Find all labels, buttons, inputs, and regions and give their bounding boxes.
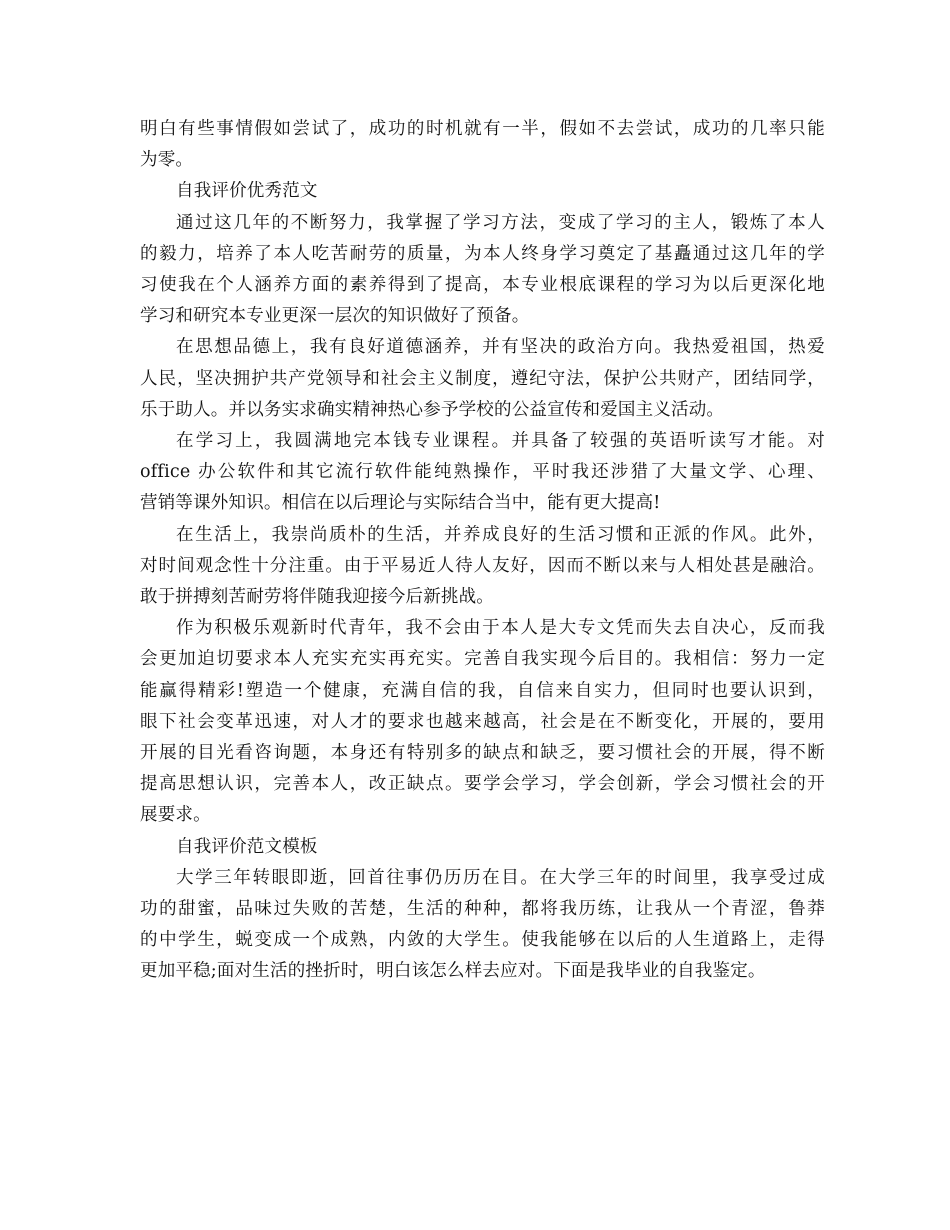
heading-text: 自我评价优秀范文 <box>176 181 318 202</box>
paragraph-line: 在生活上，我崇尚质朴的生活，并养成良好的生活习惯和正派的作风。此外， <box>176 524 825 545</box>
section-heading <box>140 176 825 207</box>
body-paragraph <box>140 520 825 614</box>
section-heading <box>140 832 825 863</box>
paragraph-line: 习使我在个人涵养方面的素养得到了提高，本专业根底课程的学习为以后更深化地 <box>140 275 825 296</box>
paragraph-line: 提高思想认识，完善本人，改正缺点。要学会学习，学会创新，学会习惯社会的开 <box>140 774 825 795</box>
body-paragraph <box>140 613 825 831</box>
paragraph-line: 明白有些事情假如尝试了，成功的时机就有一半，假如不去尝试，成功的几率只能 <box>140 119 825 139</box>
paragraph-line: 敢于拼搏刻苦耐劳将伴随我迎接今后新挑战。 <box>140 587 494 608</box>
paragraph-line: 通过这几年的不断努力，我掌握了学习方法，变成了学习的主人，锻炼了本人 <box>176 212 825 233</box>
heading-text: 自我评价范文模板 <box>176 836 318 857</box>
paragraph-line: 的中学生，蜕变成一个成熟，内敛的大学生。使我能够在以后的人生道路上，走得 <box>140 930 825 951</box>
paragraph-line: office 办公软件和其它流行软件能纯熟操作，平时我还涉猎了大量文学、心理、 <box>140 462 825 483</box>
paragraph-line: 营销等课外知识。相信在以后理论与实际结合当中，能有更大提高! <box>140 493 661 514</box>
body-paragraph <box>140 208 825 333</box>
paragraph-line: 为零。 <box>140 150 194 171</box>
document-body <box>140 114 825 988</box>
paragraph-line: 大学三年转眼即逝，回首往事仍历历在目。在大学三年的时间里，我享受过成 <box>176 867 825 888</box>
paragraph-line: 更加平稳;面对生活的挫折时，明白该怎么样去应对。下面是我毕业的自我鉴定。 <box>140 961 766 982</box>
paragraph-line: 在学习上，我圆满地完本钱专业课程。并具备了较强的英语听读写才能。对 <box>176 431 825 452</box>
paragraph-line: 学习和研究本专业更深一层次的知识做好了预备。 <box>140 306 530 327</box>
paragraph-line: 在思想品德上，我有良好道德涵养，并有坚决的政治方向。我热爱祖国，热爱 <box>176 337 825 358</box>
body-paragraph <box>140 426 825 520</box>
body-paragraph <box>140 332 825 426</box>
paragraph-line: 的毅力，培养了本人吃苦耐劳的质量，为本人终身学习奠定了基矗通过这几年的学 <box>140 243 825 264</box>
paragraph-line: 人民，坚决拥护共产党领导和社会主义制度，遵纪守法，保护公共财产，团结同学， <box>140 368 825 389</box>
body-paragraph <box>140 863 825 988</box>
paragraph-line: 展要求。 <box>140 805 211 826</box>
paragraph-line: 作为积极乐观新时代青年，我不会由于本人是大专文凭而失去自决心，反而我 <box>176 618 825 639</box>
paragraph-line: 开展的目光看咨询题，本身还有特别多的缺点和缺乏，要习惯社会的开展，得不断 <box>140 743 825 764</box>
paragraph-line: 对时间观念性十分注重。由于平易近人待人友好，因而不断以来与人相处甚是融洽。 <box>140 555 825 576</box>
paragraph-line: 乐于助人。并以务实求确实精神热心参予学校的公益宣传和爱国主义活动。 <box>140 399 725 420</box>
paragraph-line: 眼下社会变革迅速，对人才的要求也越来越高，社会是在不断变化，开展的，要用 <box>140 711 825 732</box>
paragraph-line: 能赢得精彩!塑造一个健康，充满自信的我，自信来自实力，但同时也要认识到， <box>140 680 825 701</box>
body-paragraph <box>140 114 825 176</box>
paragraph-line: 功的甜蜜，品味过失败的苦楚，生活的种种，都将我历练，让我从一个青涩，鲁莽 <box>140 899 825 920</box>
paragraph-line: 会更加迫切要求本人充实充实再充实。完善自我实现今后目的。我相信：努力一定 <box>140 649 825 670</box>
